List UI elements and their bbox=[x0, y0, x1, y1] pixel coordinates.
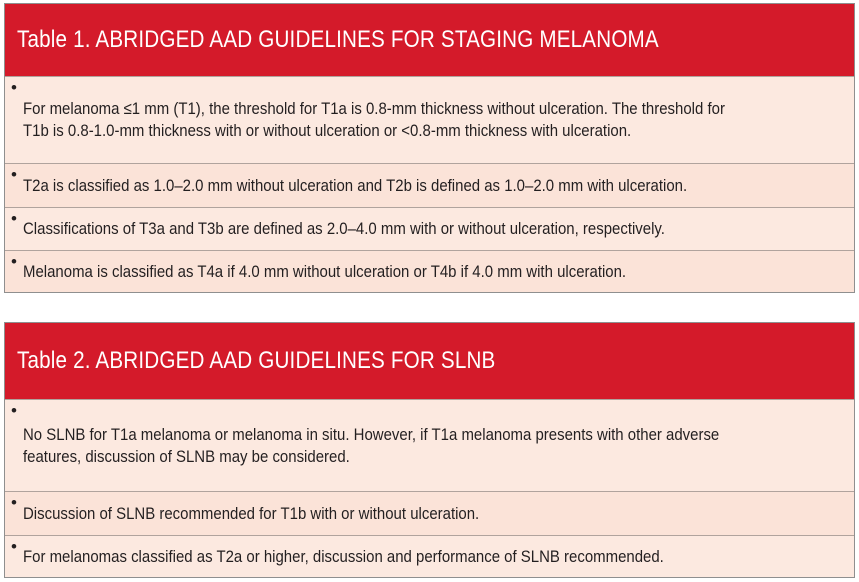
table-1-row-1 bbox=[5, 76, 854, 163]
table-1-row-4 bbox=[5, 250, 854, 292]
table-1-staging-melanoma bbox=[4, 3, 855, 293]
table-2-row-2 bbox=[5, 491, 854, 535]
table-2-row-1-text: No SLNB for T1a melanoma or melanoma in situ. However, if T1a melanoma presents with other adverse features, discussion of SLNB may be considered. bbox=[23, 424, 720, 466]
table-1-row-3-text: Classifications of T3a and T3b are defined as 2.0–4.0 mm with or without ulceration, respectively. bbox=[23, 219, 665, 238]
bullet-icon: • bbox=[11, 401, 17, 420]
table-1-rows bbox=[5, 76, 854, 292]
table-1-row-2 bbox=[5, 163, 854, 207]
table-2-row-3 bbox=[5, 535, 854, 577]
bullet-icon: • bbox=[11, 493, 17, 512]
table-1-header bbox=[5, 4, 854, 76]
bullet-icon: • bbox=[11, 78, 17, 97]
table-2-row-1 bbox=[5, 399, 854, 491]
table-2-row-2-text: Discussion of SLNB recommended for T1b with or without ulceration. bbox=[23, 503, 480, 523]
table-2-row-3-text: For melanomas classified as T2a or higher, discussion and performance of SLNB recommended. bbox=[23, 546, 664, 566]
table-2-title: Table 2. ABRIDGED AAD GUIDELINES FOR SLNB bbox=[17, 347, 496, 374]
table-1-row-4-text: Melanoma is classified as T4a if 4.0 mm without ulceration or T4b if 4.0 mm with ulceration. bbox=[23, 261, 627, 281]
bullet-icon: • bbox=[11, 537, 17, 556]
table-1-title: Table 1. ABRIDGED AAD GUIDELINES FOR STAGING MELANOMA bbox=[17, 26, 659, 53]
table-2-slnb bbox=[4, 322, 855, 578]
table-1-row-3 bbox=[5, 207, 854, 250]
bullet-icon: • bbox=[11, 165, 17, 184]
bullet-icon: • bbox=[11, 252, 17, 271]
table-2-rows bbox=[5, 399, 854, 577]
bullet-icon: • bbox=[11, 209, 17, 228]
table-1-row-2-text: T2a is classified as 1.0–2.0 mm without ulceration and T2b is defined as 1.0–2.0 mm with ulceration. bbox=[23, 175, 688, 195]
table-2-header bbox=[5, 323, 854, 399]
table-1-row-1-text: For melanoma ≤1 mm (T1), the threshold for T1a is 0.8-mm thickness without ulceration. The threshold for T1b is 0.8-1.0-mm thickness with or without ulceration or <0.8-mm thickness with ulceration. bbox=[23, 99, 725, 140]
